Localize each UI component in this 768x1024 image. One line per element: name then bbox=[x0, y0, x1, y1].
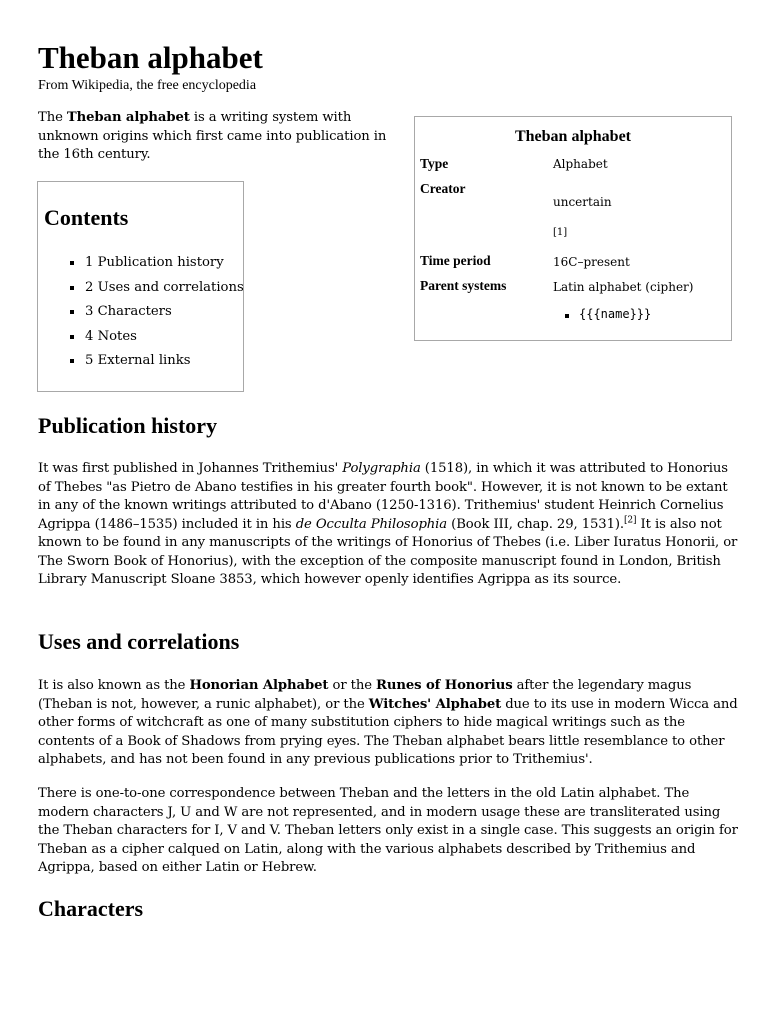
text-run: after the legendary magus (Theban is not, however, a runic alphabet), or the bbox=[38, 678, 692, 712]
infobox bbox=[414, 116, 732, 341]
page-tagline: From Wikipedia, the free encyclopedia bbox=[38, 78, 257, 93]
intro-term-bold: Theban alphabet bbox=[66, 110, 190, 125]
toc-item-characters[interactable] bbox=[38, 303, 244, 328]
toc-item-publication-history[interactable] bbox=[38, 254, 244, 279]
toc-item-label[interactable]: 5 External links bbox=[85, 353, 191, 368]
uses-paragraph-2: There is one-to-one correspondence between Theban and the letters in the old Latin alphabet. The modern characters J, U and W are not represented, and in modern usage these are transliterated using the Theban characters for I, V and V. Theban letters only exist in a single case. This suggests an origin for Theban as a cipher calqued on Latin, along with the various alphabets described by Trithemius and Agrippa, based on either Latin or Hebrew. bbox=[38, 786, 738, 875]
section-heading-uses-and-correlations: Uses and correlations bbox=[38, 629, 240, 654]
infobox-parent-value[interactable]: Latin alphabet (cipher) bbox=[553, 280, 694, 294]
toc-item-label[interactable]: 1 Publication history bbox=[85, 255, 224, 270]
toc-item-label[interactable]: 4 Notes bbox=[85, 328, 137, 344]
infobox-creator-label: Creator bbox=[420, 181, 466, 196]
text-run: It was first published in Johannes Trithemius' bbox=[38, 461, 343, 476]
toc-item-notes[interactable] bbox=[38, 328, 244, 353]
term-witches-alphabet: Witches' Alphabet bbox=[368, 696, 502, 712]
intro-text-post: is a writing system with unknown origins which first came into publication in the 16th century. bbox=[38, 110, 387, 162]
book-title-polygraphia[interactable]: Polygraphia bbox=[342, 461, 421, 476]
uses-paragraph-1 bbox=[38, 677, 738, 770]
citation-ref[interactable]: [2] bbox=[624, 515, 637, 526]
infobox-parent-child: {{{name}}} bbox=[579, 307, 652, 321]
term-runes-of-honorius: Runes of Honorius bbox=[376, 678, 513, 693]
infobox-type-value[interactable]: Alphabet bbox=[553, 157, 608, 171]
table-of-contents bbox=[37, 181, 244, 392]
section-heading-characters: Characters bbox=[38, 896, 144, 921]
toc-heading: Contents bbox=[44, 205, 129, 230]
infobox-creator-ref[interactable]: [1] bbox=[553, 227, 568, 238]
infobox-period-label: Time period bbox=[420, 253, 491, 268]
intro-text-pre: The bbox=[38, 110, 67, 125]
infobox-parent-label: Parent systems bbox=[420, 278, 507, 293]
text-run: due to its use in modern Wicca and other forms of witchcraft as one of many substitution ciphers to hide magical writings such as the contents of a Book of Shadows from prying eyes. The Theban alphabet bears little resemblance to other alphabets, and has not been found in any previous publications prior to Trithemius'. bbox=[38, 696, 738, 767]
section-heading-publication-history: Publication history bbox=[38, 413, 218, 438]
text-run: It is also known as the bbox=[38, 678, 190, 693]
toc-item-label[interactable]: 2 Uses and correlations bbox=[85, 279, 244, 295]
infobox-creator-value: uncertain bbox=[553, 195, 612, 209]
intro-paragraph bbox=[38, 109, 398, 165]
bullet-icon bbox=[70, 335, 74, 339]
bullet-icon bbox=[70, 310, 74, 314]
infobox-title: Theban alphabet bbox=[514, 128, 632, 145]
bullet-icon bbox=[70, 261, 74, 265]
term-honorian-alphabet: Honorian Alphabet bbox=[189, 678, 329, 693]
toc-list bbox=[38, 254, 244, 377]
infobox-period-value: 16C–present bbox=[553, 255, 630, 269]
toc-item-external-links[interactable] bbox=[38, 352, 244, 377]
bullet-icon bbox=[70, 286, 74, 290]
text-run: (Book III, chap. 29, 1531). bbox=[447, 516, 624, 532]
text-run: (1518), in which it was attributed to Honorius of Thebes "as Pietro de Abano testifies in his greater fourth book". However, it is not known to be extant in any of the known writings attributed to d'Abano (1250-1316). Trithemius' student Heinrich Cornelius Agrippa (1486–1535) included it in his bbox=[38, 461, 728, 532]
bullet-icon bbox=[70, 359, 74, 363]
bullet-icon bbox=[565, 314, 569, 318]
text-run: or the bbox=[328, 678, 377, 693]
text-run: It is also not known to be found in any manuscripts of the writings of Honorius of Thebes (i.e. Liber Iuratus Honorii, or The Sworn Book of Honorius), with the exception of the composite manuscript found in London, British Library Manuscript Sloane 3853, which however openly identifies Agrippa as its source. bbox=[38, 516, 738, 587]
toc-item-label[interactable]: 3 Characters bbox=[85, 304, 172, 319]
page-title: Theban alphabet bbox=[38, 40, 263, 75]
book-title-occulta[interactable]: de Occulta Philosophia bbox=[295, 516, 448, 532]
toc-item-uses-and-correlations[interactable] bbox=[38, 279, 244, 304]
publication-paragraph bbox=[38, 460, 738, 590]
infobox-type-label: Type bbox=[420, 156, 449, 171]
